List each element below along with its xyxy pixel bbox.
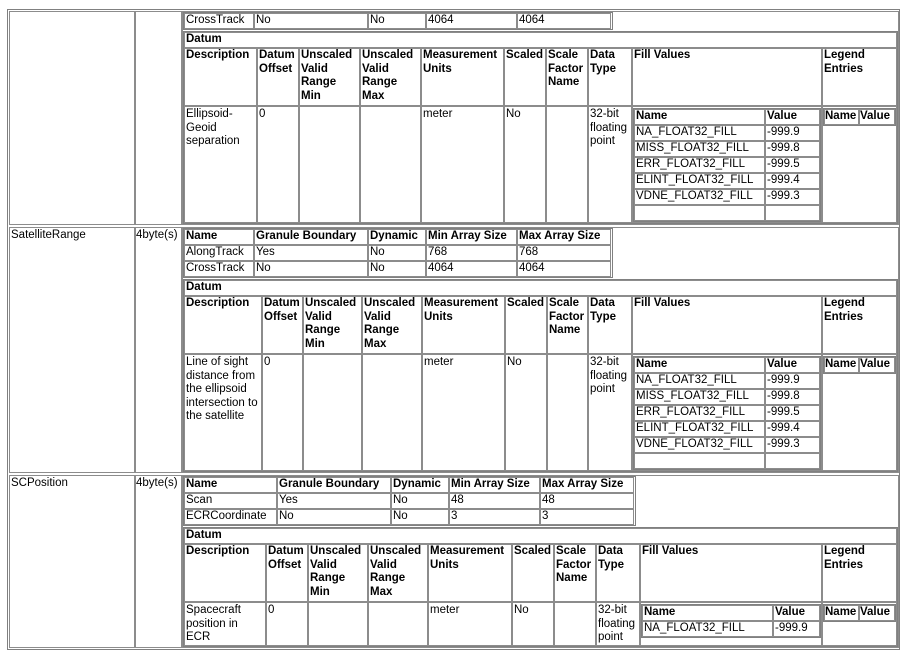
- fill-value: -999.9: [767, 126, 800, 138]
- datum-data-cell: [262, 354, 303, 471]
- col-header-scaled: Scaled: [506, 49, 544, 61]
- datum-units: meter: [430, 604, 460, 616]
- dim-name: AlongTrack: [186, 246, 244, 258]
- datum-units: meter: [423, 108, 453, 120]
- fill-value: -999.8: [767, 142, 800, 154]
- dim-granule-boundary: Yes: [256, 246, 275, 258]
- dim-min-array-size: 4064: [428, 262, 454, 274]
- col-header-measurement-units: Measurement Units: [424, 297, 499, 323]
- col-header-scaled: Scaled: [514, 545, 552, 557]
- datum-header-cell: [184, 32, 897, 48]
- col-header-description: Description: [186, 297, 250, 309]
- col-header-scale-factor-name: Scale Factor Name: [548, 49, 584, 88]
- col-header-measurement-units: Measurement Units: [423, 49, 498, 75]
- legend-header-name: Name: [825, 110, 857, 122]
- fill-cell-empty: [765, 453, 820, 469]
- dim-dynamic: No: [393, 494, 408, 506]
- field-name-cell-sc-position: [9, 475, 135, 648]
- dim-name: CrossTrack: [186, 14, 245, 26]
- fill-name: NA_FLOAT32_FILL: [644, 622, 745, 634]
- field-size-cell-satellite-range: [135, 227, 182, 473]
- fill-value: -999.5: [767, 158, 800, 170]
- fill-value: -999.3: [767, 190, 800, 202]
- col-header-data-type: Data Type: [590, 49, 616, 75]
- col-header-measurement-units: Measurement Units: [430, 545, 505, 571]
- col-header-legend-entries: Legend Entries: [824, 297, 865, 323]
- dim-max-array-size: 3: [542, 510, 549, 522]
- legend-header-value: Value: [860, 110, 891, 122]
- col-header-datum-offset: Datum Offset: [264, 297, 300, 323]
- datum-offset: 0: [264, 356, 271, 368]
- datum-data-cell: [368, 602, 428, 646]
- col-header-fill-values: Fill Values: [634, 49, 691, 61]
- dim-dynamic: No: [370, 14, 385, 26]
- legend-header-value: Value: [860, 358, 891, 370]
- datum-description: Spacecraft position in ECR: [186, 604, 241, 643]
- datum-scaled: No: [514, 604, 529, 616]
- dim-min-array-size: 768: [428, 246, 448, 258]
- fill-name: VDNE_FLOAT32_FILL: [636, 438, 753, 450]
- fill-name: ERR_FLOAT32_FILL: [636, 406, 746, 418]
- dim-name: CrossTrack: [186, 262, 245, 274]
- datum-data-cell: [362, 354, 422, 471]
- datum-header-cell: [184, 528, 897, 544]
- dim-max-array-size: 48: [542, 494, 555, 506]
- dim-header-name: Name: [186, 230, 218, 242]
- datum-data-cell: [257, 106, 299, 223]
- datum-data-cell: [421, 106, 504, 223]
- col-header-unscaled-max: Unscaled Valid Range Max: [370, 545, 422, 598]
- fill-cell-empty: [765, 205, 820, 221]
- fill-value: -999.9: [775, 622, 808, 634]
- field-name: SCPosition: [11, 477, 68, 489]
- fill-name: NA_FLOAT32_FILL: [636, 126, 737, 138]
- legend-header-name: Name: [825, 606, 857, 618]
- col-header-description: Description: [186, 545, 250, 557]
- col-header-legend-entries: Legend Entries: [824, 49, 865, 75]
- dim-max-array-size: 4064: [519, 14, 545, 26]
- fill-name: NA_FLOAT32_FILL: [636, 374, 737, 386]
- legend-header-value: Value: [860, 606, 891, 618]
- datum-data-type: 32-bit floating point: [590, 356, 628, 395]
- dim-header-min-array-size: Min Array Size: [451, 478, 530, 490]
- col-header-scale-factor-name: Scale Factor Name: [549, 297, 585, 336]
- fill-name: ELINT_FLOAT32_FILL: [636, 422, 754, 434]
- dim-header-max-array-size: Max Array Size: [542, 478, 624, 490]
- field-name-cell-top: [9, 11, 135, 225]
- dim-dynamic: No: [370, 246, 385, 258]
- fill-name: ERR_FLOAT32_FILL: [636, 158, 746, 170]
- dim-min-array-size: 3: [451, 510, 458, 522]
- fill-value: -999.5: [767, 406, 800, 418]
- dim-header-max-array-size: Max Array Size: [519, 230, 601, 242]
- col-header-scale-factor-name: Scale Factor Name: [556, 545, 592, 584]
- datum-scaled: No: [506, 108, 521, 120]
- dim-granule-boundary: No: [279, 510, 294, 522]
- col-header-unscaled-min: Unscaled Valid Range Min: [305, 297, 357, 350]
- col-header-datum-offset: Datum Offset: [259, 49, 295, 75]
- dim-header-dynamic: Dynamic: [393, 478, 441, 490]
- fill-value: -999.8: [767, 390, 800, 402]
- datum-data-cell: [504, 106, 546, 223]
- dim-header-granule-boundary: Granule Boundary: [256, 230, 357, 242]
- dim-min-array-size: 48: [451, 494, 464, 506]
- dim-name: Scan: [186, 494, 213, 506]
- dim-cell: [254, 261, 368, 277]
- dim-header-granule-boundary: Granule Boundary: [279, 478, 380, 490]
- dim-cell: [254, 13, 368, 29]
- datum-data-cell: [308, 602, 368, 646]
- datum-label: Datum: [186, 33, 222, 45]
- col-header-datum-offset: Datum Offset: [268, 545, 304, 571]
- fill-name: VDNE_FLOAT32_FILL: [636, 190, 753, 202]
- field-size: 4byte(s): [136, 229, 178, 241]
- col-header-legend-entries: Legend Entries: [824, 545, 865, 571]
- datum-data-cell: [303, 354, 362, 471]
- field-name-cell-satellite-range: [9, 227, 135, 473]
- fill-header-value: Value: [775, 606, 806, 618]
- datum-units: meter: [424, 356, 454, 368]
- datum-header-cell: [184, 280, 897, 296]
- col-header-unscaled-min: Unscaled Valid Range Min: [301, 49, 353, 102]
- col-header-fill-values: Fill Values: [642, 545, 699, 557]
- fill-value: -999.9: [767, 374, 800, 386]
- fill-value: -999.3: [767, 438, 800, 450]
- fill-name: ELINT_FLOAT32_FILL: [636, 174, 754, 186]
- dim-name: ECRCoordinate: [186, 510, 267, 522]
- datum-data-cell: [554, 602, 596, 646]
- dim-granule-boundary: No: [256, 262, 271, 274]
- col-header-fill-values: Fill Values: [634, 297, 691, 309]
- datum-label: Datum: [186, 281, 222, 293]
- datum-label: Datum: [186, 529, 222, 541]
- dim-cell: [449, 509, 540, 525]
- datum-data-cell: [360, 106, 421, 223]
- datum-data-type: 32-bit floating point: [598, 604, 636, 643]
- fill-header-name: Name: [644, 606, 676, 618]
- col-header-unscaled-max: Unscaled Valid Range Max: [362, 49, 414, 102]
- field-size-cell-sc-position: [135, 475, 182, 648]
- col-header-unscaled-max: Unscaled Valid Range Max: [364, 297, 416, 350]
- col-header-data-type: Data Type: [590, 297, 616, 323]
- datum-data-cell: [546, 106, 588, 223]
- col-header-scaled: Scaled: [507, 297, 545, 309]
- dim-max-array-size: 768: [519, 246, 539, 258]
- fill-value: -999.4: [767, 422, 800, 434]
- fill-name: MISS_FLOAT32_FILL: [636, 142, 749, 154]
- legend-header-name: Name: [825, 358, 857, 370]
- dim-granule-boundary: Yes: [279, 494, 298, 506]
- col-header-data-type: Data Type: [598, 545, 624, 571]
- datum-data-type: 32-bit floating point: [590, 108, 628, 147]
- fill-cell-empty: [634, 453, 765, 469]
- fill-header-name: Name: [636, 358, 668, 370]
- field-size-cell-top: [135, 11, 182, 225]
- datum-data-cell: [299, 106, 360, 223]
- dim-header-min-array-size: Min Array Size: [428, 230, 507, 242]
- dim-granule-boundary: No: [256, 14, 271, 26]
- field-name: SatelliteRange: [11, 229, 86, 241]
- fill-header-name: Name: [636, 110, 668, 122]
- col-header-description: Description: [186, 49, 250, 61]
- fill-name: MISS_FLOAT32_FILL: [636, 390, 749, 402]
- datum-data-cell: [422, 354, 505, 471]
- fill-header-value: Value: [767, 110, 798, 122]
- dim-max-array-size: 4064: [519, 262, 545, 274]
- dim-min-array-size: 4064: [428, 14, 454, 26]
- datum-description: Line of sight distance from the ellipsoid intersection to the satellite: [186, 356, 258, 422]
- field-size: 4byte(s): [136, 477, 178, 489]
- fill-value: -999.4: [767, 174, 800, 186]
- dim-header-name: Name: [186, 478, 218, 490]
- datum-description: Ellipsoid-Geoid separation: [186, 108, 240, 147]
- datum-data-cell: [505, 354, 547, 471]
- dim-cell: [277, 509, 391, 525]
- dim-cell: [540, 509, 634, 525]
- dim-header-dynamic: Dynamic: [370, 230, 418, 242]
- col-header-unscaled-min: Unscaled Valid Range Min: [310, 545, 362, 598]
- fill-header-value: Value: [767, 358, 798, 370]
- datum-data-cell: [547, 354, 588, 471]
- dim-dynamic: No: [393, 510, 408, 522]
- datum-offset: 0: [259, 108, 266, 120]
- fill-cell-empty: [634, 205, 765, 221]
- datum-scaled: No: [507, 356, 522, 368]
- datum-offset: 0: [268, 604, 275, 616]
- dim-dynamic: No: [370, 262, 385, 274]
